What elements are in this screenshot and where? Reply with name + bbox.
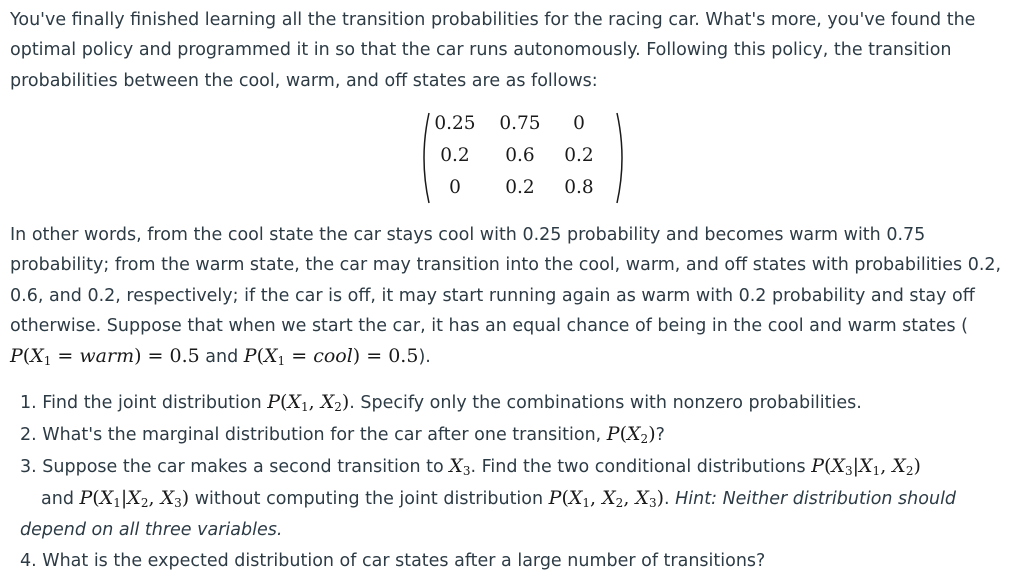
- matrix-cell: 0.75: [499, 113, 541, 134]
- initial-prob-warm: $P(X_1$ = warm) = 0.5: [10, 345, 200, 369]
- question-text: What is the expected distribution of car states after a large number of transitions?: [42, 551, 766, 571]
- question-1: [20, 387, 1020, 419]
- math-conditional-x1: $P(X_1|X_2$, $X_3$): [79, 487, 190, 510]
- question-number: 4.: [20, 551, 37, 571]
- question-text: without computing the joint distribution: [189, 489, 549, 509]
- matrix-cell: 0.25: [434, 113, 476, 134]
- question-text: ?: [655, 425, 665, 445]
- explanation-closing: ).: [418, 347, 431, 368]
- question-text: Suppose the car makes a second transition to: [42, 457, 450, 477]
- matrix-cell: 0.2: [564, 145, 594, 166]
- matrix-cell: 0.6: [505, 145, 535, 166]
- math-joint-x1-x2-x3: $P(X_1$, $X_2$, $X_3$): [548, 487, 664, 510]
- math-joint-x1-x2: $P(X_1$, $X_2$): [267, 391, 350, 414]
- question-3: [20, 451, 1020, 546]
- matrix-cell: 0.2: [440, 145, 470, 166]
- question-4: [20, 546, 1020, 577]
- question-2: [20, 419, 1020, 451]
- explanation-paragraph: [10, 220, 1018, 372]
- math-marginal-x2: $P(X_2)$: [606, 423, 656, 446]
- question-text: What's the marginal distribution for the car after one transition,: [42, 425, 607, 445]
- question-number: 3.: [20, 457, 37, 477]
- intro-paragraph: You've finally finished learning all the transition probabilities for the racing car. What's more, you've found the optimal policy and programmed it in so that the car runs autonomously. Following this policy, the transition probabilities between the cool, warm, and off states are as follows:: [10, 10, 976, 91]
- question-text: . Specify only the combinations with nonzero probabilities.: [349, 393, 862, 413]
- hint-text: Hint: Neither distribution should depend on all three variables.: [20, 489, 957, 540]
- explanation-text: In other words, from the cool state the car stays cool with 0.25 probability and becomes warm with 0.75 probability; from the warm state, the car may transition into the cool, warm, and off states with probabilities 0.2, 0.6, and 0.2, respectively; if the car is off, it may start running again as warm with 0.2 probability and stay off otherwise. Suppose that when we start the car, it has an equal chance of being in the cool and warm states (: [10, 225, 1002, 336]
- matrix-right-paren: [616, 111, 628, 205]
- question-number: 1.: [20, 393, 37, 413]
- matrix-cell: 0: [573, 113, 585, 134]
- and-word: and: [199, 347, 244, 368]
- math-conditional-x3: $P(X_3|X_1$, $X_2$): [811, 455, 921, 478]
- question-text: .: [664, 489, 676, 509]
- matrix-cell: 0.2: [505, 177, 535, 198]
- initial-prob-cool: $P(X_1$ = cool) = 0.5: [243, 345, 419, 369]
- matrix-cell: 0: [449, 177, 461, 198]
- question-text: . Find the two conditional distributions: [470, 457, 812, 477]
- question-text: and: [41, 489, 80, 509]
- question-number: 2.: [20, 425, 37, 445]
- question-text: Find the joint distribution: [42, 393, 268, 413]
- question-list: [20, 387, 1020, 577]
- math-x3: $X_3$: [449, 455, 471, 478]
- matrix-cell: 0.8: [564, 177, 594, 198]
- transition-matrix: [418, 111, 628, 205]
